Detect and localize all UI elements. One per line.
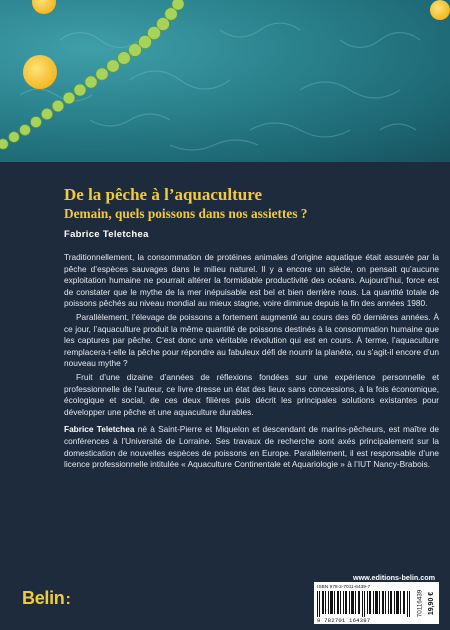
fish-larvae-illustration	[0, 0, 450, 162]
summary-paragraph-3: Fruit d’une dizaine d’années de réflexions fondées sur une expérience personnelle et professionnelle de l’auteur, ce livre dresse un état des lieux sans concessions, à la fois économique, écologique et social, de ces deux filières puis décrit les principales solutions existantes pour développer une pêche et une aquaculture durables.	[64, 371, 439, 417]
back-cover-text	[64, 252, 439, 473]
publisher-logo	[22, 588, 71, 609]
publisher-logo-colon: :	[65, 591, 71, 608]
book-subtitle: Demain, quels poissons dans nos assiettes ?	[64, 206, 308, 221]
publisher-url[interactable]: www.editions-belin.com	[353, 573, 435, 582]
product-code-text: 70116439	[416, 589, 424, 617]
cover-photo	[0, 0, 450, 162]
price-text: 19,90 €	[428, 591, 436, 615]
barcode-bars	[317, 591, 413, 617]
publisher-logo-text: Belin	[22, 588, 65, 608]
product-code	[415, 582, 425, 624]
author-name: Fabrice Teletchea	[64, 229, 149, 240]
author-bio-name: Fabrice Teletchea	[64, 424, 135, 435]
price-label	[426, 582, 438, 624]
barcode-digits: 9 782701 164397	[317, 617, 371, 624]
summary-paragraph-2: Parallèlement, l’élevage de poissons a fortement augmenté au cours des 60 dernières années. À ce jour, l’aquaculture produit la même quantité de poissons destinés à la consommation humaine que les captures par pêche. C’est donc une véritable révolution qui est en cours. À terme, l’aquaculture remplacera-t-elle la pêche pour répondre au fabuleux défi de nourrir la planète, ou s’agit-il encore d’un nouveau mythe ?	[64, 311, 439, 369]
author-bio-text: né à Saint-Pierre et Miquelon et descendant de marins-pêcheurs, est maître de conférences à l’Université de Lorraine. Ses travaux de recherche sont axés principalement sur la domestication de nouvelles espèces de poissons en Europe. Parallèlement, il est responsable d’une licence professionnelle intitulée « Aquaculture Continentale et Aquariologie » à l’IUT Nancy-Brabois.	[64, 424, 439, 470]
book-title: De la pêche à l’aquaculture	[64, 185, 263, 204]
summary-paragraph-1: Traditionnellement, la consommation de protéines animales d’origine aquatique était assurée par la pêche d’espèces sauvages dans le milieu naturel. Il y a encore un siècle, on pensait qu’aucune exploitation humaine ne pourrait altérer la formidable productivité des océans. Aujourd’hui, force est de constater que le mythe de la mer inépuisable est bel et bien derrière nous. La quantité totale de poissons pêchés au niveau mondial au mieux stagne, voire diminue depuis la fin des années 1980.	[64, 252, 439, 309]
barcode-panel	[314, 582, 439, 624]
author-bio	[64, 424, 439, 470]
isbn-label: ISBN 978-2-7011-6439-7	[317, 585, 371, 590]
